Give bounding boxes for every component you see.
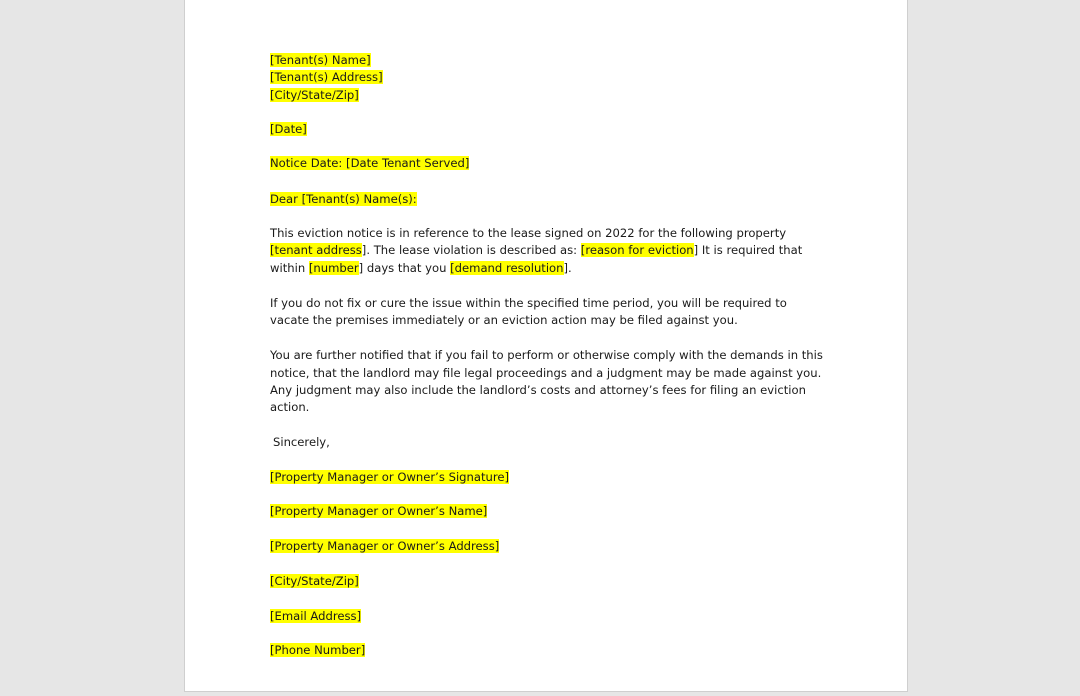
- paragraph-3-line-1: You are further notified that if you fail to perform or otherwise comply with the demands in this: [270, 348, 823, 362]
- tenant-address-field: [Tenant(s) Address]: [270, 70, 383, 84]
- date-field: [Date]: [270, 122, 307, 136]
- tenant-name-text: Tenant(s) Name: [274, 53, 367, 67]
- signature-field: [Property Manager or Owner’s Signature]: [270, 470, 510, 484]
- manager-name-text: Property Manager or Owner’s Name: [274, 504, 483, 518]
- paragraph-1-line-1: This eviction notice is in reference to the lease signed on 2022 for the following property: [270, 226, 787, 240]
- salutation: [270, 191, 417, 207]
- paragraph-3-line-4: action.: [270, 400, 310, 414]
- paragraph-3-line-2: notice, that the landlord may file legal proceedings and a judgment may be made against you.: [270, 366, 822, 380]
- email-text: Email Address: [274, 609, 357, 623]
- paragraph-3-line-3: Any judgment may also include the landlord’s costs and attorney’s fees for filing an eviction: [270, 383, 806, 397]
- reason-placeholder: reason for eviction: [585, 243, 694, 257]
- tenant-city-state-zip-field: [City/State/Zip]: [270, 88, 359, 102]
- notice-date-line: Notice Date: [Date Tenant Served]: [270, 156, 470, 170]
- tenant-address-placeholder: tenant address: [274, 243, 362, 257]
- within-text: within: [270, 261, 309, 275]
- number-placeholder: number: [313, 261, 359, 275]
- manager-name-field: [Property Manager or Owner’s Name]: [270, 504, 488, 518]
- demand-placeholder: demand resolution: [454, 261, 564, 275]
- paragraph-1-line-2: [tenant address]. The lease violation is described as: [reason for eviction] It is required that: [270, 243, 803, 257]
- manager-address-field: [Property Manager or Owner’s Address]: [270, 539, 500, 553]
- paragraph-1-line-3: within [number] days that you [demand resolution].: [270, 261, 572, 275]
- period-text: .: [568, 261, 572, 275]
- manager-address-text: Property Manager or Owner’s Address: [274, 539, 495, 553]
- manager-city-state-zip-field: [City/State/Zip]: [270, 574, 359, 588]
- date-text: Date: [274, 122, 303, 136]
- email-field: [Email Address]: [270, 609, 362, 623]
- manager-city-state-zip-text: City/State/Zip: [274, 574, 355, 588]
- paragraph-2-line-2: vacate the premises immediately or an eviction action may be filed against you.: [270, 313, 738, 327]
- closing: Sincerely,: [273, 435, 330, 449]
- notice-date-label: Notice Date:: [270, 156, 347, 170]
- notice-date-value: Date Tenant Served: [350, 156, 465, 170]
- tenant-city-state-zip-text: City/State/Zip: [274, 88, 355, 102]
- phone-field: [Phone Number]: [270, 643, 366, 657]
- tenant-address-text: Tenant(s) Address: [274, 70, 379, 84]
- days-text: days that you: [363, 261, 451, 275]
- tenant-name-field: [Tenant(s) Name]: [270, 53, 371, 67]
- phone-text: Phone Number: [274, 643, 361, 657]
- signature-text: Property Manager or Owner’s Signature: [274, 470, 505, 484]
- violation-text: . The lease violation is described as:: [366, 243, 581, 257]
- requirement-text: It is required that: [698, 243, 803, 257]
- document-page: [184, 0, 908, 692]
- paragraph-2-line-1: If you do not fix or cure the issue within the specified time period, you will be required to: [270, 296, 787, 310]
- salutation-text: Dear [Tenant(s) Name(s):: [270, 192, 417, 206]
